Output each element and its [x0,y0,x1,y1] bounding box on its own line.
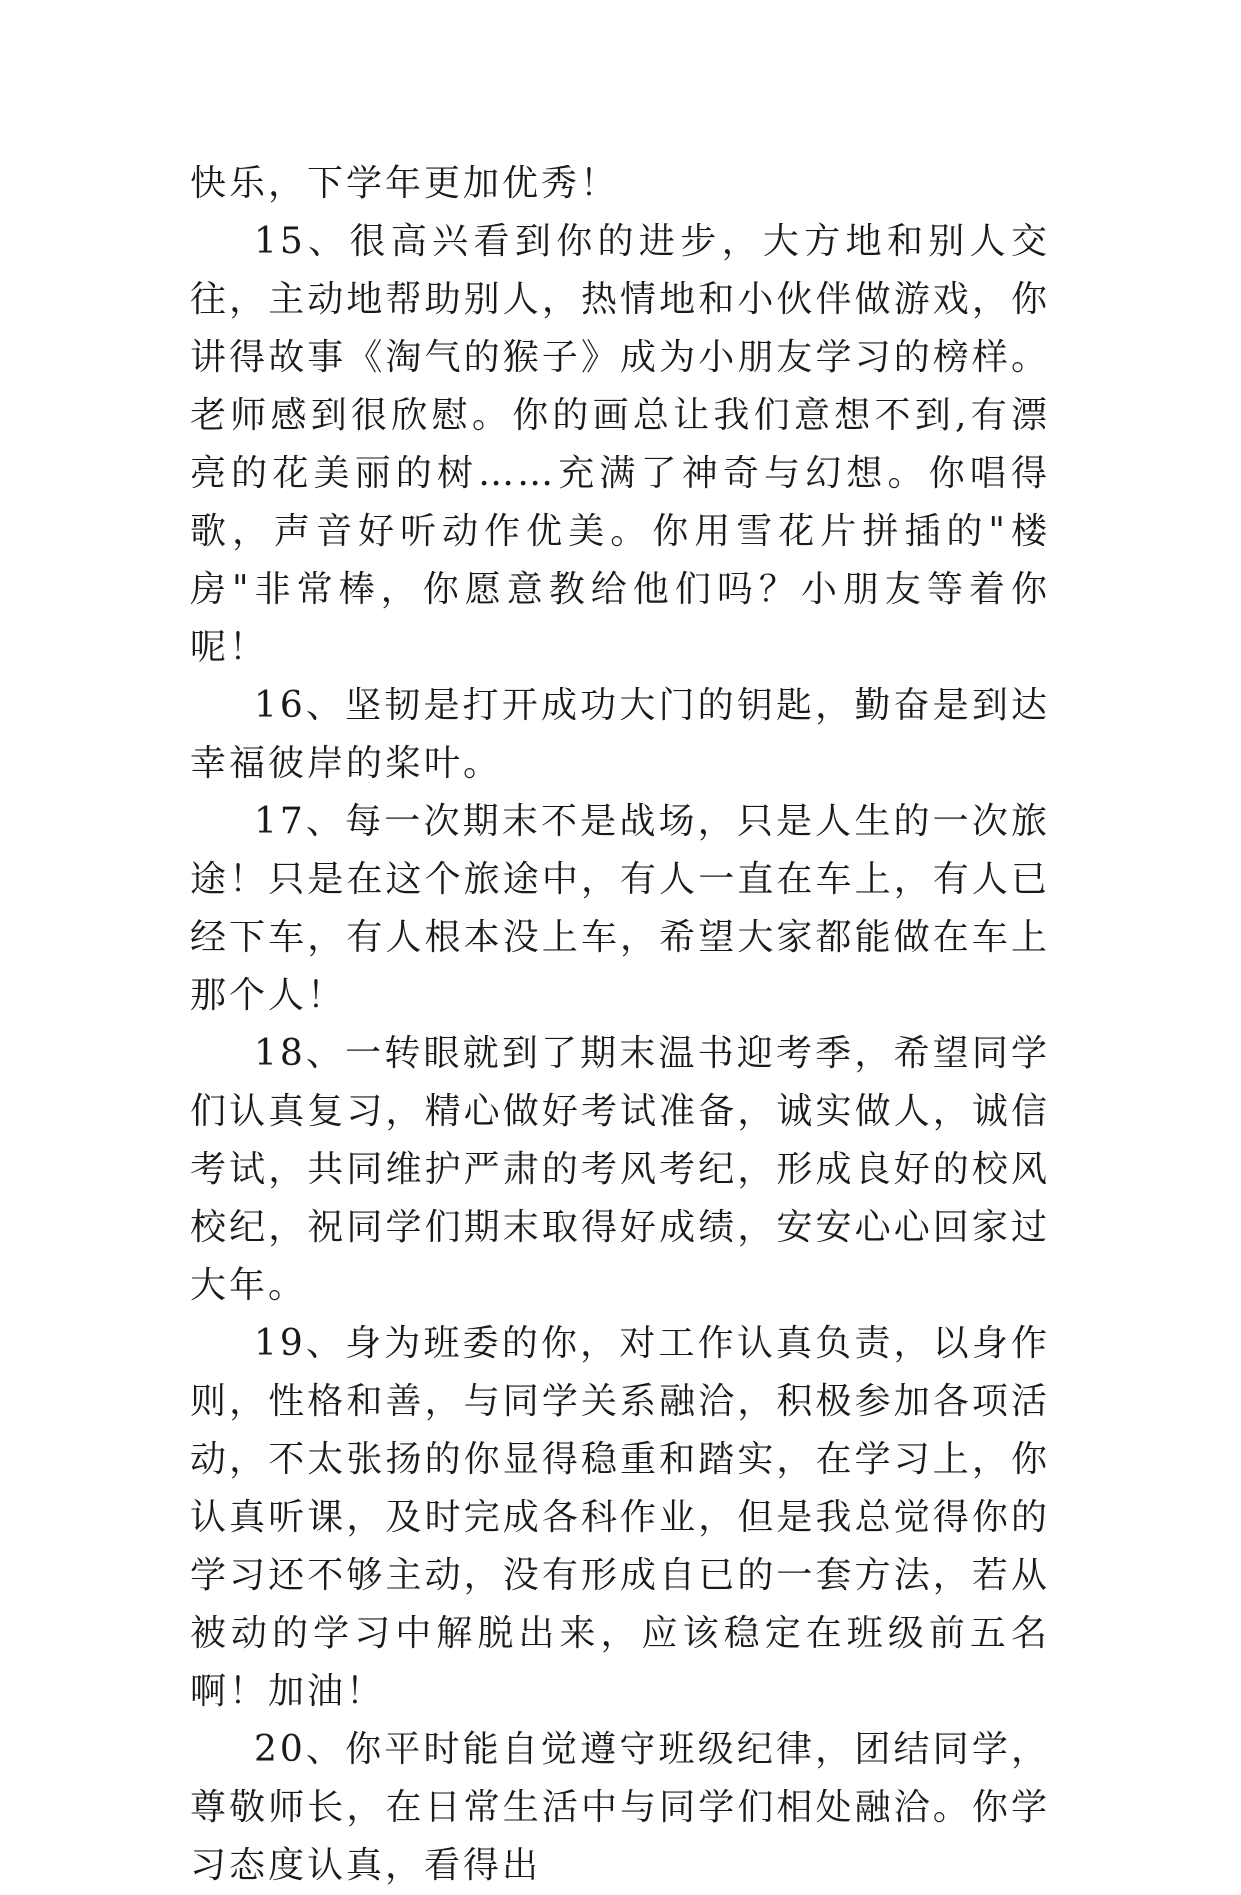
paragraph-item-16: 16、坚韧是打开成功大门的钥匙，勤奋是到达幸福彼岸的桨叶。 [190,685,1050,784]
paragraph-item-15: 15、很高兴看到你的进步，大方地和别人交往，主动地帮助别人，热情地和小伙伴做游戏，你讲得故事《淘气的猴子》成为小朋友学习的榜样。老师感到很欣慰。你的画总让我们意想不到,有漂亮的花美丽的树……充满了神奇与幻想。你唱得歌，声音好听动作优美。你用雪花片拼插的"楼房"非常棒，你愿意教给他们吗？小朋友等着你呢！ [190,221,1050,668]
document-body [190,155,1050,1895]
paragraph-item-20: 20、你平时能自觉遵守班级纪律，团结同学，尊敬师长，在日常生活中与同学们相处融洽。你学习态度认真，看得出 [190,1729,1050,1886]
paragraph-item-19: 19、身为班委的你，对工作认真负责，以身作则，性格和善，与同学关系融洽，积极参加各项活动，不太张扬的你显得稳重和踏实，在学习上，你认真听课，及时完成各科作业，但是我总觉得你的学习还不够主动，没有形成自已的一套方法，若从被动的学习中解脱出来，应该稳定在班级前五名啊！加油！ [190,1323,1050,1712]
paragraph-item-17: 17、每一次期末不是战场，只是人生的一次旅途！只是在这个旅途中，有人一直在车上，有人已经下车，有人根本没上车，希望大家都能做在车上那个人！ [190,801,1050,1016]
paragraph-item-18: 18、一转眼就到了期末温书迎考季，希望同学们认真复习，精心做好考试准备，诚实做人，诚信考试，共同维护严肃的考风考纪，形成良好的校风校纪，祝同学们期末取得好成绩，安安心心回家过大年。 [190,1033,1050,1306]
paragraph-continuation: 快乐，下学年更加优秀！ [190,163,620,204]
